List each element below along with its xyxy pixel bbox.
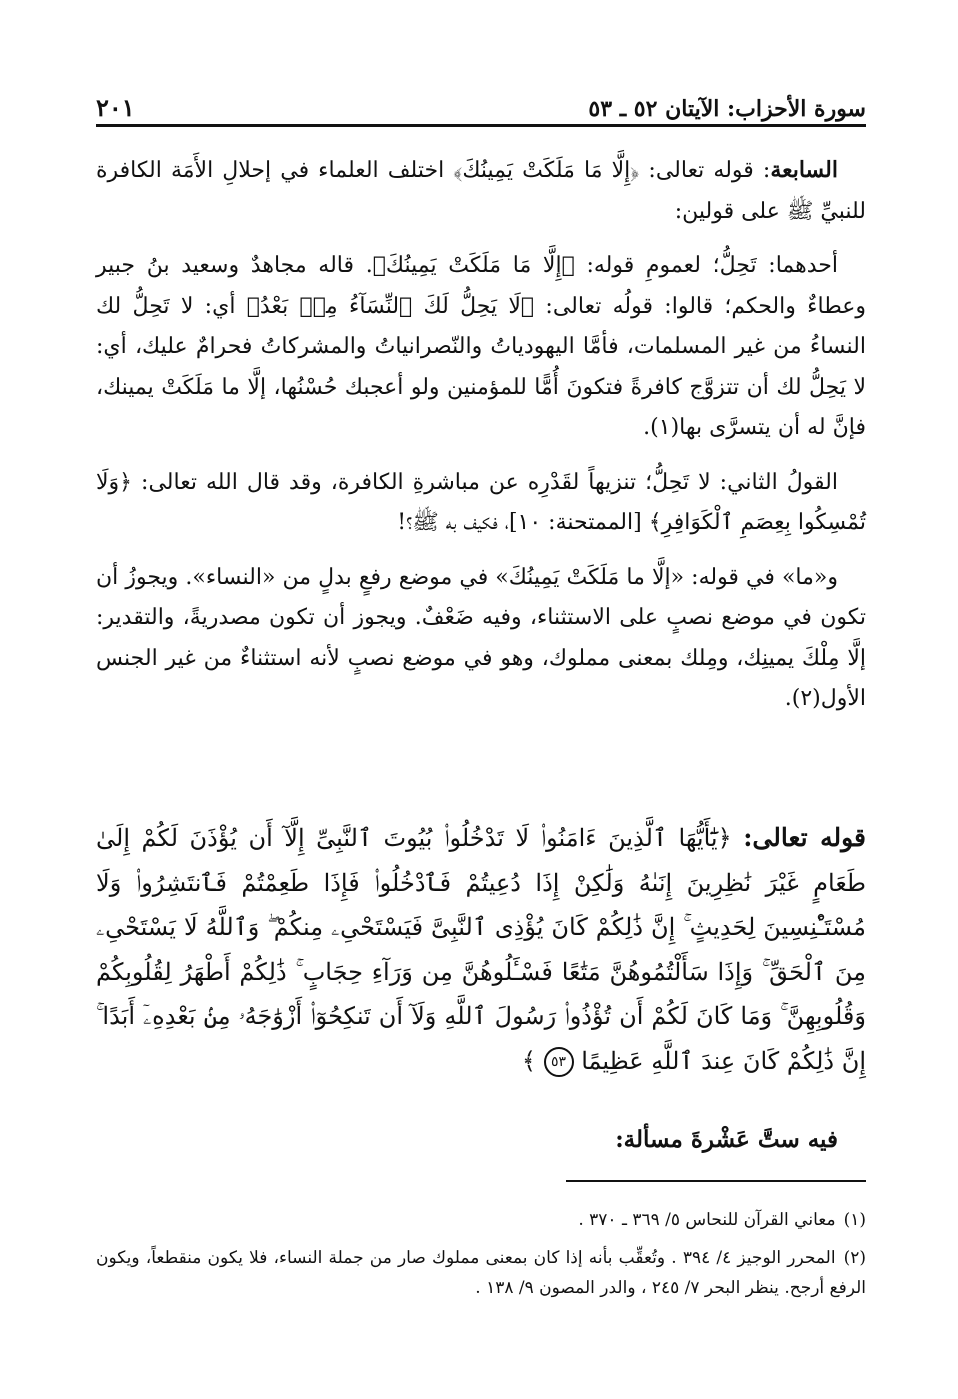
- footnote-number: (١): [843, 1210, 866, 1230]
- paragraph-second-opinion: [96, 463, 866, 544]
- footnote-separator: [566, 1180, 866, 1182]
- paragraph-text: القولُ الثاني: لا تَحِلُّ؛ تنزيهاً لقَدْرِه عن مباشرةِ الكافرة، وقد قال الله تعالى: ﴿وَلَا تُمْسِكُوا بِعِصَمِ ٱلْكَوَافِرِ﴾ [الممتحنة: ١٠]، فكيف به ﷺ؟!: [96, 469, 866, 535]
- commentary-text: [96, 150, 866, 734]
- quran-verse-block: [96, 816, 866, 1083]
- issues-heading: فيه ستَّ عَشْرةَ مسألة:: [615, 1126, 838, 1153]
- paragraph-text: و«ما» في قوله: «إلَّا ما مَلَكَتْ يَمِينُكَ» في موضع رفعٍ بدلٍ من «النساء». ويجوزُ أن تكون في موضع نصبٍ على الاستثناء، وفيه ضَعْفٌ. ويجوز أن تكون مصدريةً، والتقدير: إلَّا مِلْكَ يمينِك، ومِلك بمعنى مملوك، وهو في موضع نصبٍ لأنه استثناءٌ من غير الجنس الأول(٢).: [96, 564, 866, 711]
- footnote-item: [96, 1243, 866, 1303]
- paragraph-text: : قوله تعالى: ﴿إِلَّا مَا مَلَكَتْ يَمِينُكَ﴾ اختلف العلماء في إحلالِ الأَمَة الكافرة للنبيِّ ﷺ على قولين:: [96, 158, 866, 224]
- footnote-text: معاني القرآن للنحاس ٥/ ٣٦٩ ـ ٣٧٠ .: [578, 1210, 836, 1230]
- verse-text: ﴿يَٰٓأَيُّهَا ٱلَّذِينَ ءَامَنُوا۟ لَا تَدْخُلُوا۟ بُيُوتَ ٱلنَّبِىِّ إِلَّآ أَن يُؤْذَنَ لَكُمْ إِلَىٰ طَعَامٍ غَيْرَ نَٰظِرِينَ إِنَىٰهُ وَلَٰكِنْ إِذَا دُعِيتُمْ فَٱدْخُلُوا۟ فَإِذَا طَعِمْتُمْ فَٱنتَشِرُوا۟ وَلَا مُسْتَـْٔنِسِينَ لِحَدِيثٍ ۚ إِنَّ ذَٰلِكُمْ كَانَ يُؤْذِى ٱلنَّبِىَّ فَيَسْتَحْىِۦ مِنكُمْ ۖ وَٱللَّهُ لَا يَسْتَحْىِۦ مِنَ ٱلْحَقِّ ۚ وَإِذَا سَأَلْتُمُوهُنَّ مَتَٰعًا فَسْـَٔلُوهُنَّ مِن وَرَآءِ حِجَابٍ ۚ ذَٰلِكُمْ أَطْهَرُ لِقُلُوبِكُمْ وَقُلُوبِهِنَّ ۚ وَمَا كَانَ لَكُمْ أَن تُؤْذُوا۟ رَسُولَ ٱللَّهِ وَلَآ أَن تَنكِحُوٓا۟ أَزْوَٰجَهُۥ مِنۢ بَعْدِهِۦٓ أَبَدًا ۚ إِنَّ ذَٰلِكُمْ كَانَ عِندَ ٱللَّهِ عَظِيمًا: [96, 824, 866, 1075]
- running-header: [96, 76, 866, 127]
- footnote-item: [96, 1205, 866, 1235]
- paragraph-first-opinion: [96, 246, 866, 449]
- issue-label: السابعة: [770, 157, 838, 183]
- paragraph-seventh-issue: [96, 150, 866, 232]
- footnote-text: المحرر الوجيز ٤/ ٣٩٤ . وتُعقِّب بأنه إذا كان بمعنى مملوك صار من جملة النساء، فلا يكون منقطعاً، ويكون الرفع أرجح. ينظر البحر ٧/ ٢٤٥ ، والدر المصون ٩/ ١٣٨ .: [96, 1248, 866, 1298]
- verse-intro: قوله تعالى:: [743, 823, 867, 852]
- footnotes: [96, 1205, 866, 1311]
- verse-close-bracket: ﴾: [521, 1046, 536, 1075]
- footnote-number: (٢): [843, 1248, 866, 1268]
- page-number: ٢٠١: [96, 93, 135, 122]
- paragraph-grammar: [96, 558, 866, 720]
- verse-number-marker: ٥٣: [544, 1047, 574, 1077]
- paragraph-text: أحدهما: تَحِلُّ؛ لعمومِ قوله: ﴿إِلَّا مَا مَلَكَتْ يَمِينُكَ﴾. قاله مجاهدٌ وسعيد بنُ جبير وعطاءٌ والحكم؛ قالوا: قولُه تعالى: ﴿لَا يَحِلُّ لَكَ ٱلنِّسَآءُ مِنۢ بَعْدُ﴾ أي: لا تَحِلُّ لك النساءُ من غير المسلمات، فأمَّا اليهودياتُ والنّصرانياتُ والمشركاتُ فحرامٌ عليك، أي: لا يَحِلُّ لك أن تتزوَّج كافرةً فتكونَ أُمًّا للمؤمنين ولو أعجبك حُسْنُها، إلَّا ما مَلَكَتْ يمينك، فإنَّ له أن يتسرَّى بها(١).: [96, 253, 866, 440]
- surah-title: سورة الأحزاب: الآيتان ٥٢ ـ ٥٣: [588, 96, 866, 122]
